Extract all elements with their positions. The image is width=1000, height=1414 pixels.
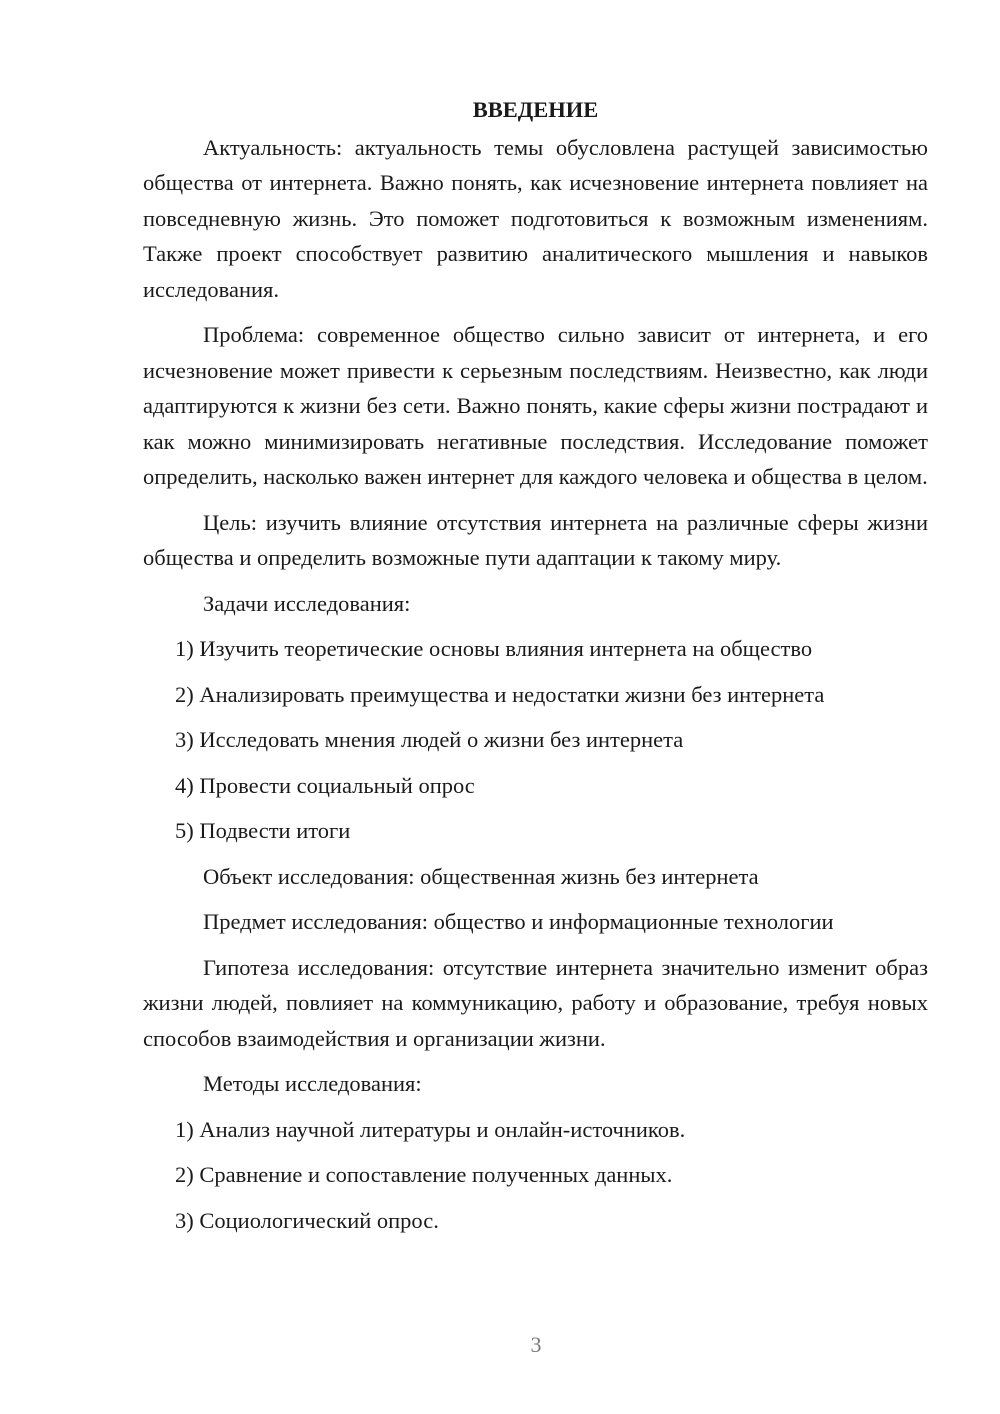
methods-heading: Методы исследования: [203, 1071, 422, 1096]
page-content [143, 92, 928, 1248]
problem-paragraph: Проблема: современное общество сильно зависит от интернета, и его исчезновение может привести к серьезным последствиям. Неизвестно, как люди адаптируются к жизни без сети. Важно понять, какие сферы жизни пострадают и как можно минимизировать негативные последствия. Исследование поможет определить, насколько важен интернет для каждого человека и общества в целом. [143, 322, 928, 489]
goal-paragraph: Цель: изучить влияние отсутствия интернета на различные сферы жизни общества и определить возможные пути адаптации к такому миру. [143, 509, 928, 570]
object-paragraph: Объект исследования: общественная жизнь без интернета [203, 863, 759, 889]
page-number: 3 [530, 1332, 542, 1357]
list-item: 2) Сравнение и сопоставление полученных данных. [175, 1162, 673, 1187]
list-item: 4) Провести социальный опрос [175, 772, 475, 798]
section-title: ВВЕДЕНИЕ [472, 97, 599, 122]
methods-list [143, 1112, 928, 1239]
tasks-list [143, 631, 928, 849]
relevance-paragraph: Актуальность: актуальность темы обусловлена растущей зависимостью общества от интернета. Важно понять, как исчезновение интернета повлияет на повседневную жизнь. Это поможет подготовиться к возможным изменениям. Также проект способствует развитию аналитического мышления и навыков исследования. [143, 134, 928, 302]
list-item: 1) Изучить теоретические основы влияния интернета на общество [175, 636, 813, 661]
list-item: 3) Социологический опрос. [175, 1207, 439, 1233]
list-item: 2) Анализировать преимущества и недостатки жизни без интернета [175, 681, 825, 707]
tasks-heading: Задачи исследования: [203, 590, 411, 616]
list-item: 3) Исследовать мнения людей о жизни без интернета [175, 727, 684, 752]
subject-paragraph: Предмет исследования: общество и информационные технологии [203, 909, 834, 934]
list-item: 5) Подвести итоги [175, 818, 351, 843]
list-item: 1) Анализ научной литературы и онлайн-источников. [175, 1116, 686, 1142]
hypothesis-paragraph: Гипотеза исследования: отсутствие интернета значительно изменит образ жизни людей, повлияет на коммуникацию, работу и образование, требуя новых способов взаимодействия и организации жизни. [143, 954, 928, 1051]
